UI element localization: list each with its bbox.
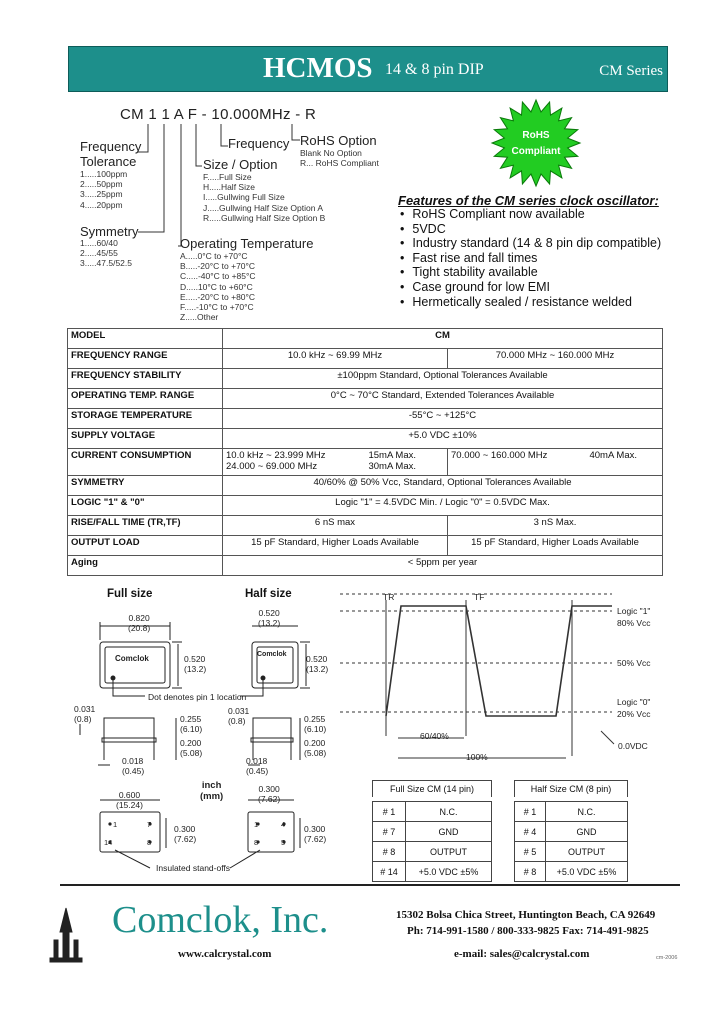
duty-ratio-label: 60/40% xyxy=(420,731,449,741)
table-row: # 7 GND xyxy=(373,822,492,842)
symmetry-title: Symmetry xyxy=(80,224,139,239)
full-height-dim: 0.520 (13.2) xyxy=(184,654,207,674)
half-size-title: Half size xyxy=(245,588,292,600)
features-title: Features of the CM series clock oscillator: xyxy=(398,193,659,208)
units-legend: inch (mm) xyxy=(200,780,224,802)
vcc50-label: 50% Vcc xyxy=(617,658,651,668)
size-options: F.....Full Size H.....Half Size I.....Gullwing Full Size J.....Gullwing Half Size Option A R.....Gullwing Half Size Option B xyxy=(203,172,326,223)
logic0-label: Logic "0" 20% Vcc xyxy=(617,697,651,719)
feature-item: • RoHS Compliant now available xyxy=(400,207,661,222)
table-row: # 1 N.C. xyxy=(373,802,492,822)
pin-number: 1 xyxy=(113,820,118,829)
feature-item: • Fast rise and fall times xyxy=(400,251,661,266)
half-width-dim: 0.520 (13.2) xyxy=(258,608,281,628)
pin-number: 14 xyxy=(104,838,113,847)
period-label: 100% xyxy=(466,752,488,762)
table-row: MODEL CM xyxy=(68,329,663,349)
height-255-full: 0.255 (6.10) xyxy=(180,714,203,734)
half-size-outline xyxy=(252,642,298,688)
pin-dia-half: 0.018 (0.45) xyxy=(246,756,269,776)
height-300-full: 0.300 (7.62) xyxy=(174,824,197,844)
rohs-option-title: RoHS Option xyxy=(300,133,377,148)
product-title: HCMOS xyxy=(263,52,373,84)
table-row: FREQUENCY STABILITY ±100ppm Standard, Optional Tolerances Available xyxy=(68,369,663,389)
table-row: LOGIC "1" & "0" Logic "1" = 4.5VDC Min. / Logic "0" = 0.5VDC Max. xyxy=(68,496,663,516)
table-row: RISE/FALL TIME (TR,TF) 6 nS max 3 nS Max. xyxy=(68,516,663,536)
email-line: e-mail: sales@calcrystal.com xyxy=(454,948,590,960)
temperature-title: Operating Temperature xyxy=(180,236,314,251)
width-300-dim: 0.300 (7.62) xyxy=(258,784,281,804)
series-label: CM Series xyxy=(599,63,663,79)
pin-dia-full: 0.018 (0.45) xyxy=(122,756,145,776)
tf-label: TF xyxy=(474,592,485,602)
tolerance-title: Frequency Tolerance xyxy=(80,139,142,169)
brand-label-half: Comclok xyxy=(257,651,287,658)
size-title: Size / Option xyxy=(203,157,278,172)
tolerance-options: 1.....100ppm 2.....50ppm 3.....25ppm 4.....20ppm xyxy=(80,169,128,210)
pin-number: 8 xyxy=(254,838,259,847)
feature-item: • Case ground for low EMI xyxy=(400,280,661,295)
dot-note: Dot denotes pin 1 location xyxy=(148,692,247,702)
feature-item: • Tight stability available xyxy=(400,265,661,280)
pin1-dot xyxy=(111,676,115,680)
pin-number: 8 xyxy=(147,838,152,847)
half-pin-table-title: Half Size CM (8 pin) xyxy=(514,780,628,797)
footer-rule xyxy=(60,884,680,886)
half-pin-table-block xyxy=(514,780,628,882)
standoff-note: Insulated stand-offs xyxy=(156,863,231,873)
pin-number: 7 xyxy=(147,820,152,829)
feature-item: • 5VDC xyxy=(400,222,661,237)
height-300-half: 0.300 (7.62) xyxy=(304,824,327,844)
rohs-option-values: Blank No Option R... RoHS Compliant xyxy=(300,148,379,169)
table-row: SYMMETRY 40/60% @ 50% Vcc, Standard, Optional Tolerances Available xyxy=(68,476,663,496)
company-logo-icon xyxy=(46,906,86,966)
pin-number: 5 xyxy=(281,838,286,847)
brand-label-full: Comclok xyxy=(115,654,149,663)
half-side-body xyxy=(253,718,291,738)
temperature-options: A.....0°C to +70°C B.....-20°C to +70°C C.....-40°C to +85°C D.....10°C to +60°C E.....-20°C to +80°C F.....-10°C to +70°C Z.....Other xyxy=(180,251,256,323)
part-number-code: CM 1 1 A F - 10.000MHz - R xyxy=(120,106,317,123)
table-row: FREQUENCY RANGE 10.0 kHz ~ 69.99 MHz 70.000 MHz ~ 160.000 MHz xyxy=(68,349,663,369)
table-row: # 8 OUTPUT xyxy=(373,842,492,862)
table-row: # 8 +5.0 VDC ±5% xyxy=(515,862,628,882)
symmetry-options: 1.....60/40 2.....45/55 3.....47.5/52.5 xyxy=(80,238,132,269)
feature-item: • Hermetically sealed / resistance welded xyxy=(400,295,661,310)
features-list xyxy=(400,207,661,309)
half-pin-table xyxy=(514,801,628,882)
height-255-half: 0.255 (6.10) xyxy=(304,714,327,734)
width-600-dim: 0.600 (15.24) xyxy=(116,790,143,810)
company-name: Comclok, Inc. xyxy=(112,899,329,941)
document-code: cm-2006 xyxy=(656,955,678,961)
full-pin-table-block xyxy=(372,780,492,882)
website-link[interactable]: www.calcrystal.com xyxy=(178,948,272,960)
table-row: OPERATING TEMP. RANGE 0°C ~ 70°C Standard, Extended Tolerances Available xyxy=(68,389,663,409)
company-phone: Ph: 714-991-1580 / 800-333-9825 Fax: 714-491-9825 xyxy=(407,925,649,937)
full-width-dim: 0.820 (20.8) xyxy=(128,613,151,633)
thickness-dim-full: 0.031 (0.8) xyxy=(74,704,96,724)
table-row: STORAGE TEMPERATURE -55°C ~ +125°C xyxy=(68,409,663,429)
table-row: CURRENT CONSUMPTION 10.0 kHz ~ 23.999 MHz 15mA Max. 24.000 ~ 69.000 MHz 30mA Max. 70.000 ~ 160.000 MHz 40mA Max. xyxy=(68,449,663,476)
table-row: # 14 +5.0 VDC ±5% xyxy=(373,862,492,882)
thickness-dim-half: 0.031 (0.8) xyxy=(228,706,250,726)
full-size-title: Full size xyxy=(107,588,153,600)
height-200-half: 0.200 (5.08) xyxy=(304,738,327,758)
feature-item: • Industry standard (14 & 8 pin dip compatible) xyxy=(400,236,661,251)
table-row: OUTPUT LOAD 15 pF Standard, Higher Loads Available 15 pF Standard, Higher Loads Available xyxy=(68,536,663,556)
full-size-outline xyxy=(100,642,170,688)
table-row: # 4 GND xyxy=(515,822,628,842)
table-row: Aging < 5ppm per year xyxy=(68,556,663,576)
pin-marker xyxy=(108,822,111,825)
full-pin-table-title: Full Size CM (14 pin) xyxy=(372,780,492,797)
table-row: SUPPLY VOLTAGE +5.0 VDC ±10% xyxy=(68,429,663,449)
half-height-dim: 0.520 (13.2) xyxy=(306,654,329,674)
pin-number: 4 xyxy=(281,820,286,829)
table-row: # 5 OUTPUT xyxy=(515,842,628,862)
height-200-full: 0.200 (5.08) xyxy=(180,738,203,758)
zero-volt-label: 0.0VDC xyxy=(618,741,648,751)
pin-number: 1 xyxy=(254,820,259,829)
email-link[interactable]: sales@calcrystal.com xyxy=(489,948,590,960)
logic1-label: Logic "1" 80% Vcc xyxy=(617,606,651,628)
frequency-label: Frequency xyxy=(228,136,290,151)
rohs-badge-text: RoHS Compliant xyxy=(511,130,561,157)
tr-label: TR xyxy=(383,592,395,602)
spec-table xyxy=(67,328,663,576)
clock-waveform xyxy=(386,606,612,716)
full-pin-table xyxy=(372,801,492,882)
pin1-dot xyxy=(261,676,265,680)
table-row: # 1 N.C. xyxy=(515,802,628,822)
full-side-body xyxy=(104,718,154,738)
company-address: 15302 Bolsa Chica Street, Huntington Beach, CA 92649 xyxy=(396,909,656,921)
waveform-diagram xyxy=(336,586,636,766)
product-subtitle: 14 & 8 pin DIP xyxy=(385,61,484,78)
